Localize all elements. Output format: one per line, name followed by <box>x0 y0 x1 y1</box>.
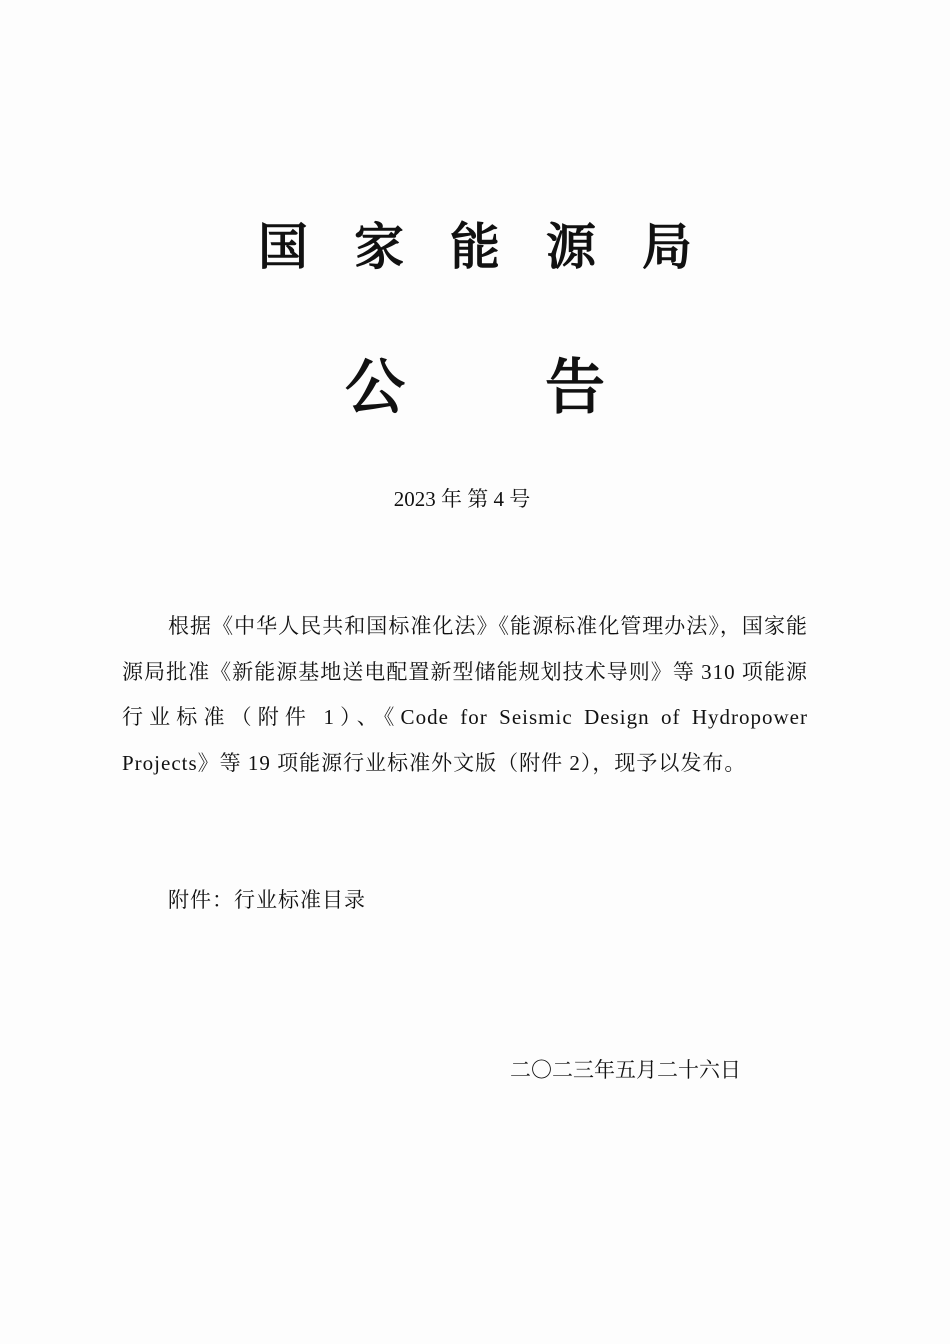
issuing-agency-title: 国家能源局 <box>258 217 738 276</box>
issue-date: 二〇二三年五月二十六日 <box>510 1058 741 1082</box>
document-number: 2023 年 第 4 号 <box>393 487 531 511</box>
attachment-line: 附件：行业标准目录 <box>168 888 366 912</box>
document-type-title: 公告 <box>345 353 745 423</box>
announcement-body: 根据《中华人民共和国标准化法》《能源标准化管理办法》，国家能源局批准《新能源基地送电配置新型储能规划技术导则》等 310 项能源行业标准（附件 1）、《Code for Seismic Design of Hydropower Projects》等 19 项能源行业标准外文版（附件 2），现予以发布。 <box>122 614 808 775</box>
